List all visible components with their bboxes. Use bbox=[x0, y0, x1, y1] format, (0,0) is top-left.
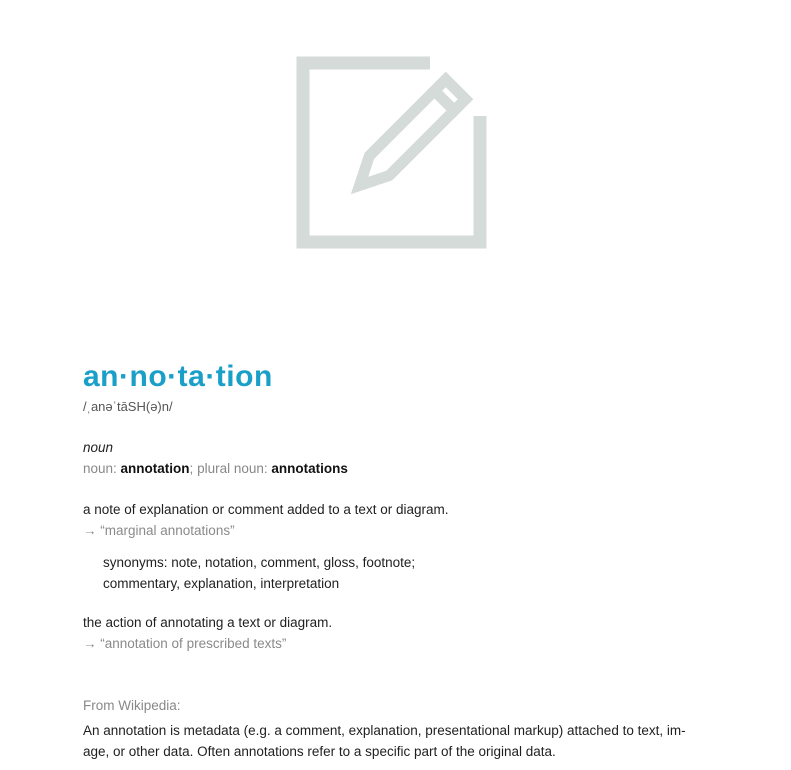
synonyms bbox=[103, 552, 415, 594]
definition-1: a note of explanation or comment added to a text or diagram. bbox=[83, 502, 449, 517]
synonyms-line-2: commentary, explanation, interpretation bbox=[103, 576, 340, 591]
word-forms bbox=[83, 461, 348, 476]
plural-form: annotations bbox=[271, 461, 348, 476]
pronunciation: /ˌanəˈtāSH(ə)n/ bbox=[83, 399, 173, 414]
singular-form: annotation bbox=[120, 461, 190, 476]
wikipedia-line-1: An annotation is metadata (e.g. a comment, explanation, presentational markup) attached to text, im- bbox=[83, 723, 686, 738]
example-1: → “marginal annotations” bbox=[83, 523, 235, 538]
wikipedia-text bbox=[83, 720, 703, 762]
part-of-speech: noun bbox=[83, 440, 114, 455]
singular-label: noun: bbox=[83, 461, 121, 476]
wikipedia-label: From Wikipedia: bbox=[83, 698, 181, 713]
forms-separator: ; bbox=[189, 461, 198, 476]
definition-2: the action of annotating a text or diagram. bbox=[83, 615, 333, 630]
wikipedia-line-2: age, or other data. Often annotations refer to a specific part of the original data. bbox=[83, 744, 556, 759]
example-2: → “annotation of prescribed texts” bbox=[83, 636, 287, 651]
headword: an·no·ta·tion bbox=[83, 360, 273, 393]
pencil-edit-icon bbox=[290, 50, 510, 255]
plural-label: plural noun: bbox=[197, 461, 272, 476]
synonyms-line-1: synonyms: note, notation, comment, gloss, footnote; bbox=[103, 555, 416, 570]
